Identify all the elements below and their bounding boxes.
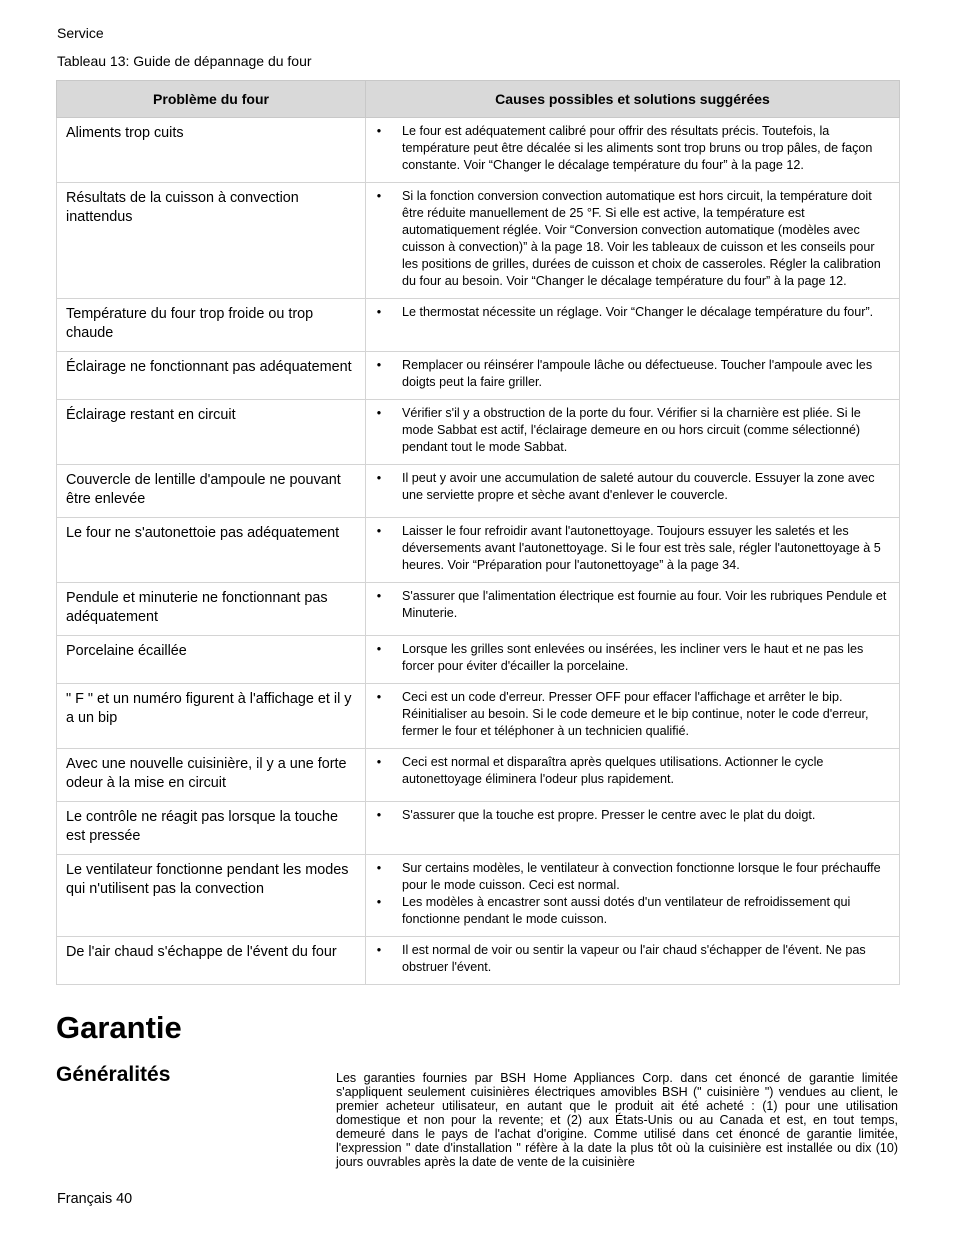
column-header-problem: Problème du four <box>57 81 366 118</box>
cause-text: Les modèles à encastrer sont aussi dotés d'un ventilateur de refroidissement qui fonctionne pendant le mode cuisson. <box>402 895 851 926</box>
cause-text: Ceci est normal et disparaîtra après quelques utilisations. Actionner le cycle autonettoyage éliminera l'odeur plus rapidement. <box>402 755 824 786</box>
causes-list <box>374 807 889 824</box>
cause-text: Laisser le four refroidir avant l'autonettoyage. Toujours essuyer les saletés et les déversements avant l'autonettoyage. Si le four est très sale, régler l'autonettoyage à 5 heures. Voir “Préparation pour l'autonettoyage” à la page 34. <box>402 524 881 572</box>
table-row <box>57 352 900 400</box>
table-header-row <box>57 81 900 118</box>
problem-cell: Éclairage restant en circuit <box>57 400 366 465</box>
problem-cell: " F " et un numéro figurent à l'affichage et il y a un bip <box>57 684 366 749</box>
cause-text: Ceci est un code d'erreur. Presser OFF pour effacer l'affichage et arrêter le bip. Réinitialiser au besoin. Si le code demeure et le bip continue, noter le code d'erreur, fermer le four et téléphoner à un technicien qualifié. <box>402 690 869 738</box>
bullet-icon: • <box>376 406 382 420</box>
cause-item <box>374 523 889 574</box>
problem-cell: Porcelaine écaillée <box>57 636 366 684</box>
cause-text: Le four est adéquatement calibré pour offrir des résultats précis. Toutefois, la température peut être décalée si les aliments sont trop bruns ou trop pâles, de façon constante. Voir “Changer le décalage température du four” à la page 12. <box>402 124 873 172</box>
problem-cell: De l'air chaud s'échappe de l'évent du four <box>57 937 366 985</box>
bullet-icon: • <box>376 358 382 372</box>
causes-list <box>374 188 889 290</box>
cause-text: S'assurer que l'alimentation électrique est fournie au four. Voir les rubriques Pendule et Minuterie. <box>402 589 887 620</box>
garantie-paragraph: Les garanties fournies par BSH Home Appliances Corp. dans cet énoncé de garantie limitée s'appliquent seulement cuisinières électriques amovibles BSH (" cuisinière ") vendues au client, le premier acheteur utilisateur, en autant que le produit ait été acheté : (1) pour une utilisation domestique et non pour la revente; et (2) aux États-Unis ou au Canada et est, en tout temps, demeuré dans le pays de l'achat d'origine. Comme utilisé dans cet énoncé de garantie limitée, l'expression " date d'installation " réfère à la date la plus tôt où la cuisinière est installée ou dix (10) jours ouvrables après la date de vente de la cuisinière <box>336 1071 898 1169</box>
table-row <box>57 855 900 937</box>
causes-list <box>374 304 889 321</box>
problem-cell: Avec une nouvelle cuisinière, il y a une forte odeur à la mise en circuit <box>57 749 366 802</box>
table-row <box>57 400 900 465</box>
causes-list <box>374 123 889 174</box>
causes-cell <box>366 518 900 583</box>
column-header-causes: Causes possibles et solutions suggérées <box>366 81 900 118</box>
bullet-icon: • <box>376 943 382 957</box>
causes-cell <box>366 465 900 518</box>
causes-list <box>374 470 889 504</box>
table-row <box>57 465 900 518</box>
table-row <box>57 684 900 749</box>
cause-item <box>374 304 889 321</box>
causes-list <box>374 357 889 391</box>
bullet-icon: • <box>376 305 382 319</box>
table-row <box>57 749 900 802</box>
bullet-icon: • <box>376 189 382 203</box>
cause-item <box>374 942 889 976</box>
cause-text: Sur certains modèles, le ventilateur à convection fonctionne lorsque le four préchauffe pour le mode cuisson. Ceci est normal. <box>402 861 881 892</box>
bullet-icon: • <box>376 471 382 485</box>
garantie-heading: Garantie <box>56 1010 182 1045</box>
cause-item <box>374 860 889 894</box>
causes-cell <box>366 855 900 937</box>
cause-item <box>374 588 889 622</box>
cause-text: Remplacer ou réinsérer l'ampoule lâche ou défectueuse. Toucher l'ampoule avec les doigts peut la faire griller. <box>402 358 873 389</box>
cause-text: Lorsque les grilles sont enlevées ou insérées, les incliner vers le haut et ne pas les forcer pour éviter d'écailler la porcelaine. <box>402 642 864 673</box>
problem-cell: Pendule et minuterie ne fonctionnant pas adéquatement <box>57 583 366 636</box>
causes-list <box>374 523 889 574</box>
bullet-icon: • <box>376 524 382 538</box>
bullet-icon: • <box>376 861 382 875</box>
causes-list <box>374 641 889 675</box>
cause-item <box>374 188 889 290</box>
problem-cell: Le contrôle ne réagit pas lorsque la touche est pressée <box>57 802 366 855</box>
table-row <box>57 937 900 985</box>
cause-item <box>374 689 889 740</box>
causes-list <box>374 860 889 928</box>
table-row <box>57 636 900 684</box>
cause-text: S'assurer que la touche est propre. Presser le centre avec le plat du doigt. <box>402 808 816 822</box>
table-row <box>57 118 900 183</box>
bullet-icon: • <box>376 808 382 822</box>
problem-cell: Température du four trop froide ou trop chaude <box>57 299 366 352</box>
cause-item <box>374 123 889 174</box>
cause-text: Il est normal de voir ou sentir la vapeur ou l'air chaud s'échapper de l'évent. Ne pas obstruer l'évent. <box>402 943 866 974</box>
causes-cell <box>366 583 900 636</box>
cause-text: Le thermostat nécessite un réglage. Voir “Changer le décalage température du four”. <box>402 305 874 319</box>
troubleshooting-table <box>56 80 900 985</box>
causes-cell <box>366 183 900 299</box>
causes-cell <box>366 400 900 465</box>
generalites-subheading: Généralités <box>56 1063 171 1086</box>
table-caption: Tableau 13: Guide de dépannage du four <box>57 53 312 69</box>
cause-item <box>374 470 889 504</box>
cause-text: Vérifier s'il y a obstruction de la porte du four. Vérifier si la charnière est pliée. Si le mode Sabbat est actif, l'éclairage demeure en ou hors circuit (comme sélectionné) pendant tout le mode Sabbat. <box>402 406 861 454</box>
bullet-icon: • <box>376 589 382 603</box>
causes-cell <box>366 352 900 400</box>
causes-list <box>374 405 889 456</box>
bullet-icon: • <box>376 690 382 704</box>
causes-cell <box>366 118 900 183</box>
causes-cell <box>366 636 900 684</box>
causes-cell <box>366 299 900 352</box>
table-row <box>57 183 900 299</box>
bullet-icon: • <box>376 755 382 769</box>
cause-item <box>374 807 889 824</box>
cause-item <box>374 641 889 675</box>
causes-cell <box>366 937 900 985</box>
table-row <box>57 518 900 583</box>
table-row <box>57 802 900 855</box>
cause-item <box>374 894 889 928</box>
section-header: Service <box>57 25 104 41</box>
causes-cell <box>366 802 900 855</box>
causes-list <box>374 588 889 622</box>
page-footer: Français 40 <box>57 1191 133 1207</box>
bullet-icon: • <box>376 895 382 909</box>
bullet-icon: • <box>376 124 382 138</box>
cause-item <box>374 754 889 788</box>
cause-text: Il peut y avoir une accumulation de saleté autour du couvercle. Essuyer la zone avec une serviette propre et sèche avant d'enlever le couvercle. <box>402 471 875 502</box>
causes-list <box>374 942 889 976</box>
problem-cell: Couvercle de lentille d'ampoule ne pouvant être enlevée <box>57 465 366 518</box>
cause-item <box>374 405 889 456</box>
cause-text: Si la fonction conversion convection automatique est hors circuit, la température doit être réduite manuellement de 25 °F. Si elle est active, la température est automatiquement réglée. Voir “Conversion convection automatique (modèles avec cuisson à convection)” à la page 18. Voir les tableaux de cuisson et les conseils pour les positions de grilles, durées de cuisson et choix de casseroles. Régler la calibration du four au besoin. Voir “Changer le décalage température du four” à la page 12. <box>402 189 881 288</box>
table-row <box>57 583 900 636</box>
causes-cell <box>366 749 900 802</box>
problem-cell: Résultats de la cuisson à convection inattendus <box>57 183 366 299</box>
problem-cell: Éclairage ne fonctionnant pas adéquatement <box>57 352 366 400</box>
causes-list <box>374 689 889 740</box>
table-row <box>57 299 900 352</box>
problem-cell: Le ventilateur fonctionne pendant les modes qui n'utilisent pas la convection <box>57 855 366 937</box>
causes-cell <box>366 684 900 749</box>
causes-list <box>374 754 889 788</box>
cause-item <box>374 357 889 391</box>
problem-cell: Aliments trop cuits <box>57 118 366 183</box>
bullet-icon: • <box>376 642 382 656</box>
problem-cell: Le four ne s'autonettoie pas adéquatement <box>57 518 366 583</box>
